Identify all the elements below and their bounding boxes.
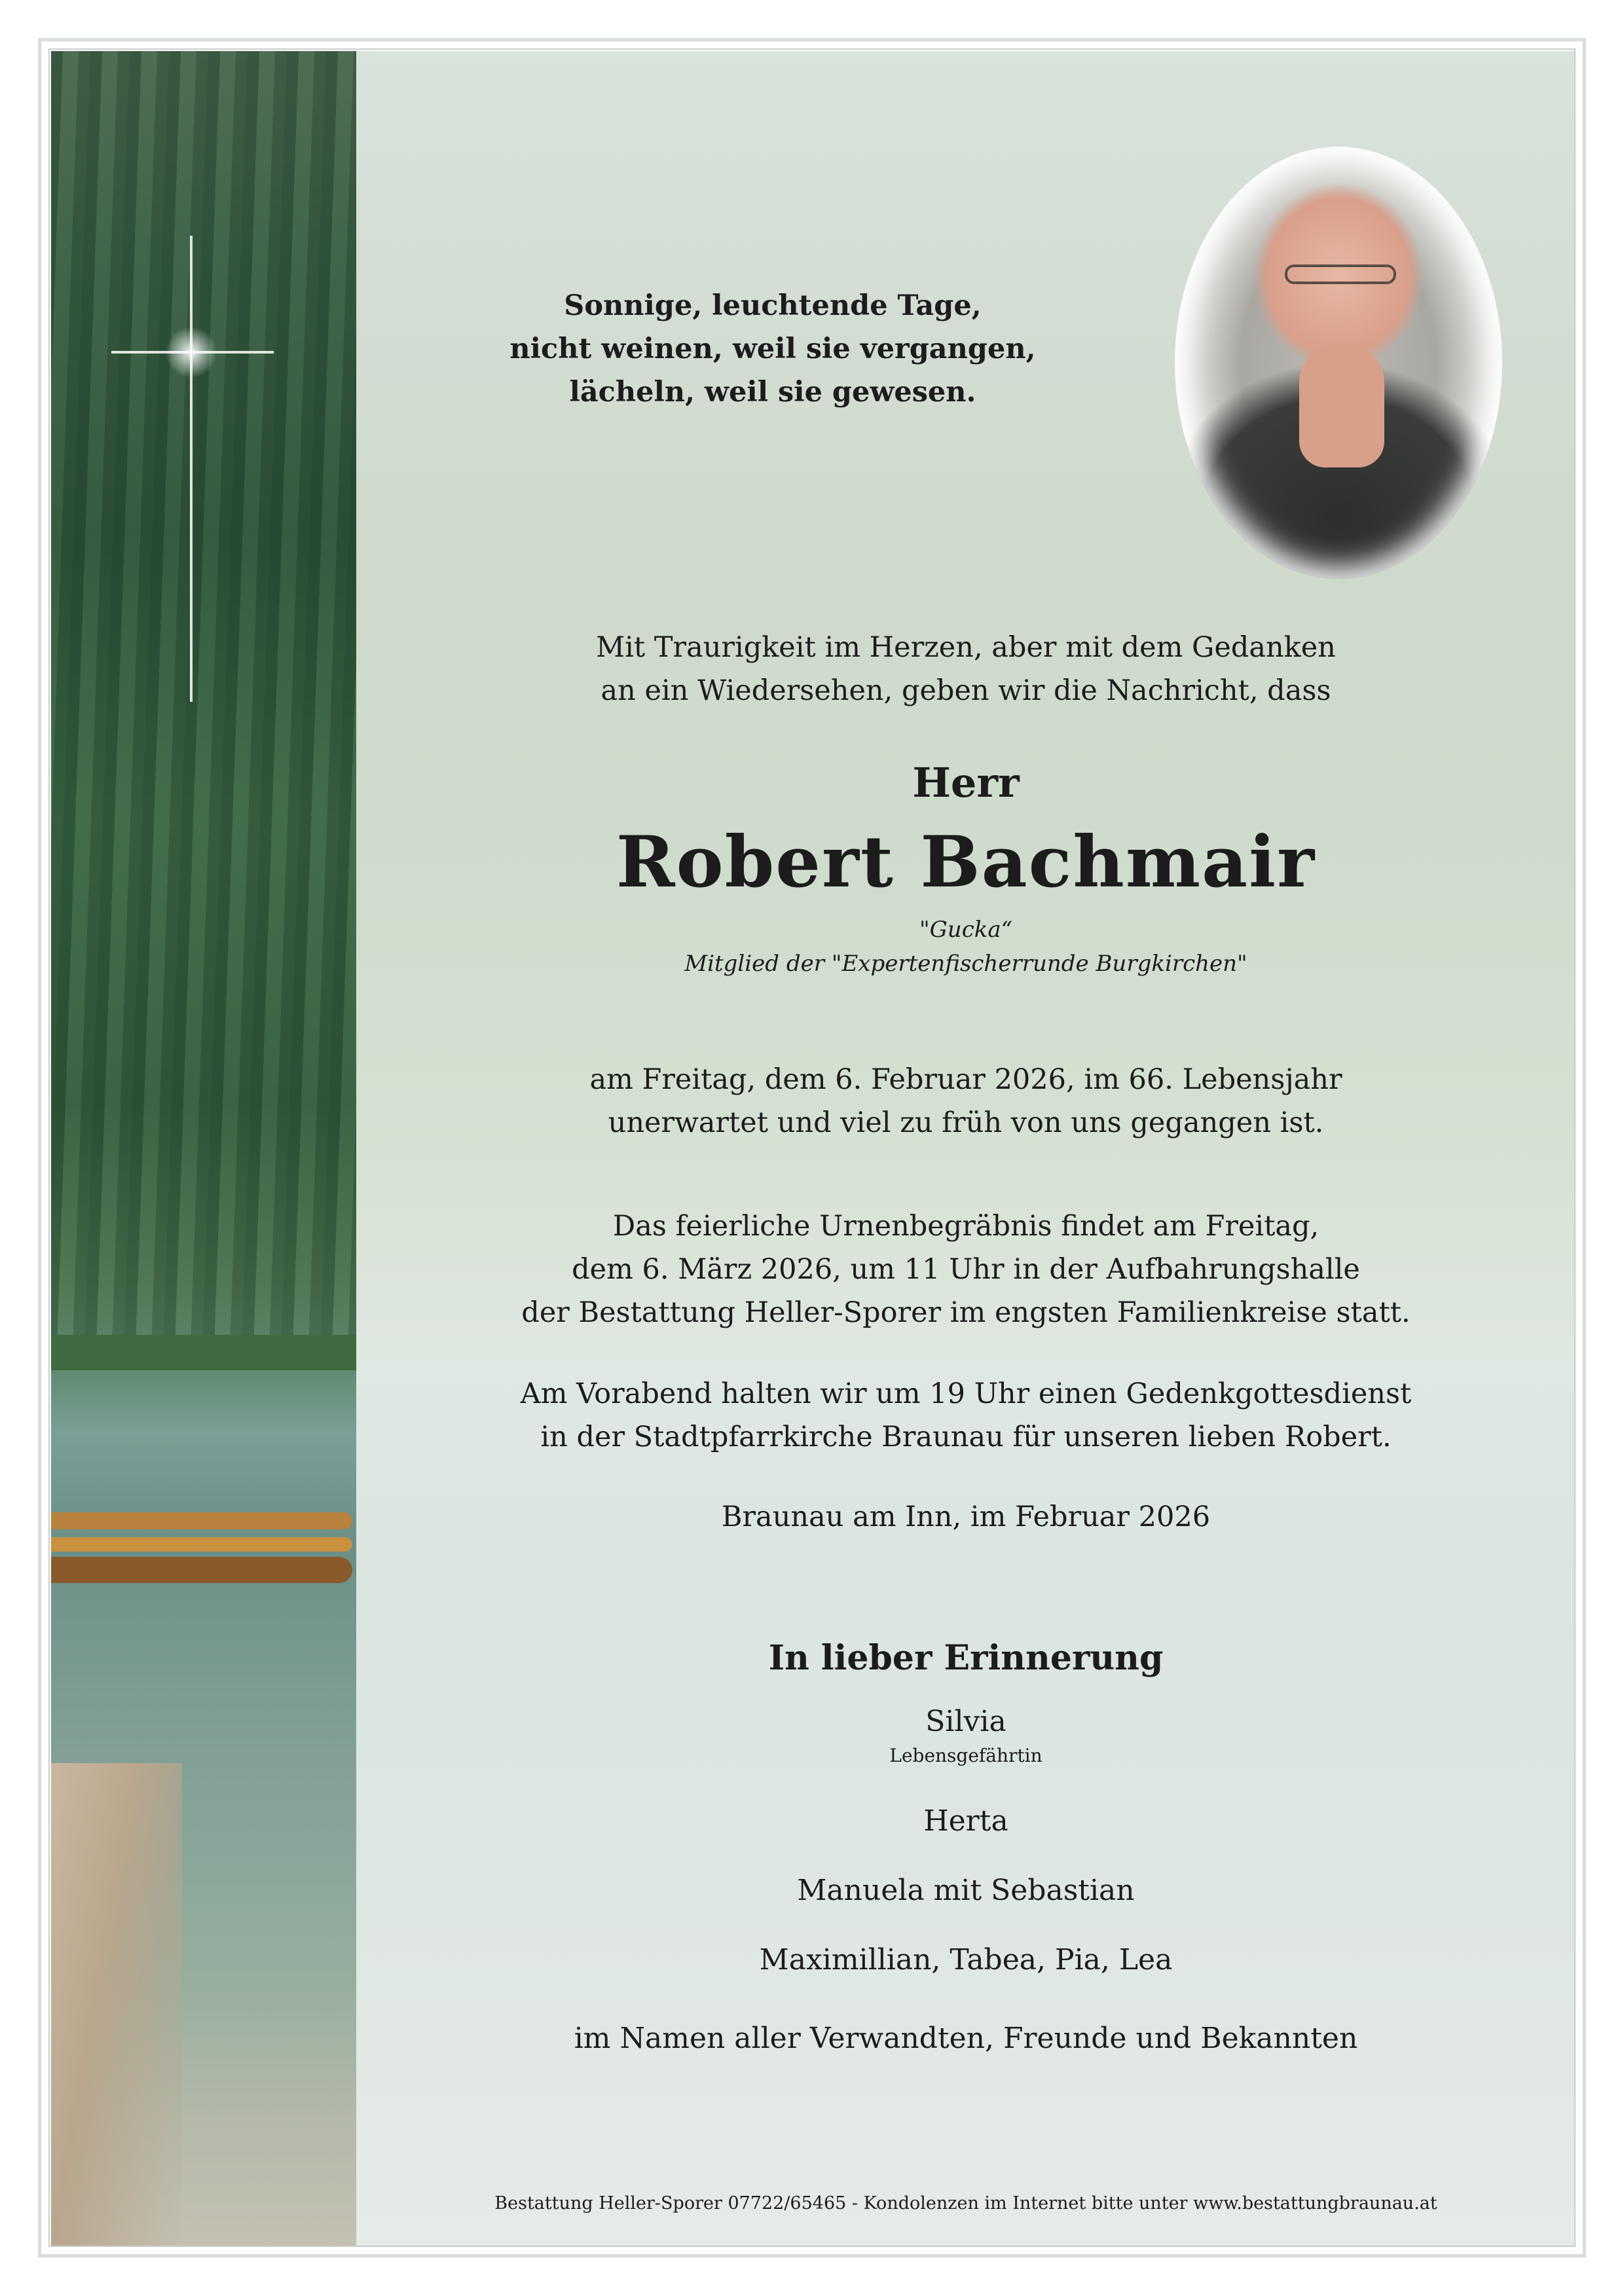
memorial-service [356,1372,1576,1459]
memorial-line: in der Stadtpfarrkirche Braunau für unseren lieben Robert. [540,1421,1392,1453]
funeral-line: der Bestattung Heller-Sporer im engsten Familienkreise statt. [521,1296,1411,1329]
hands [1299,343,1384,467]
intro-line: an ein Wiedersehen, geben wir die Nachricht, dass [600,674,1331,707]
salutation: Herr [912,759,1020,807]
funeral-line: dem 6. März 2026, um 11 Uhr in der Aufbahrungshalle [572,1253,1360,1286]
intro-line: Mit Traurigkeit im Herzen, aber mit dem Gedanken [596,631,1336,664]
funeral-line: Das feierliche Urnenbegräbnis findet am Freitag, [612,1210,1320,1243]
place-date: Braunau am Inn, im Februar 2026 [721,1501,1211,1533]
nickname: "Gucka“ [919,917,1012,943]
death-notice-line: unerwartet und viel zu früh von uns gegangen ist. [608,1106,1324,1139]
mourner-grandchildren: Maximillian, Tabea, Pia, Lea [759,1943,1173,1977]
mourner-silvia: Silvia [925,1705,1006,1738]
portrait-photo [1175,147,1502,579]
glasses [1285,264,1396,284]
poem-line: nicht weinen, weil sie vergangen, [509,333,1036,365]
death-notice [356,1058,1576,1144]
mourner-role: Lebensgefährtin [889,1745,1043,1766]
membership: Mitglied der "Expertenfischerrunde Burgkirchen" [684,951,1247,977]
memorial-line: Am Vorabend halten wir um 19 Uhr einen Gedenkgottesdienst [520,1377,1412,1410]
deceased-name: Robert Bachmair [616,821,1316,903]
cross-icon [190,236,193,702]
poem [458,284,1087,414]
remembrance-heading: In lieber Erinnerung [768,1638,1164,1678]
death-notice-line: am Freitag, dem 6. Februar 2026, im 66. Lebensjahr [589,1063,1342,1096]
poem-line: Sonnige, leuchtende Tage, [564,289,982,322]
mourner-herta: Herta [923,1804,1008,1838]
footer: Bestattung Heller-Sporer 07722/65465 - Kondolenzen im Internet bitte unter www.bestattungbraunau.at [494,2193,1437,2214]
poem-line: lächeln, weil sie gewesen. [569,376,976,409]
intro-text [356,626,1576,712]
mourner-others: im Namen aller Verwandten, Freunde und Bekannten [574,2022,1358,2055]
cross-glow [165,326,217,378]
funeral-info [356,1205,1576,1334]
mourner-manuela: Manuela mit Sebastian [797,1874,1135,1907]
